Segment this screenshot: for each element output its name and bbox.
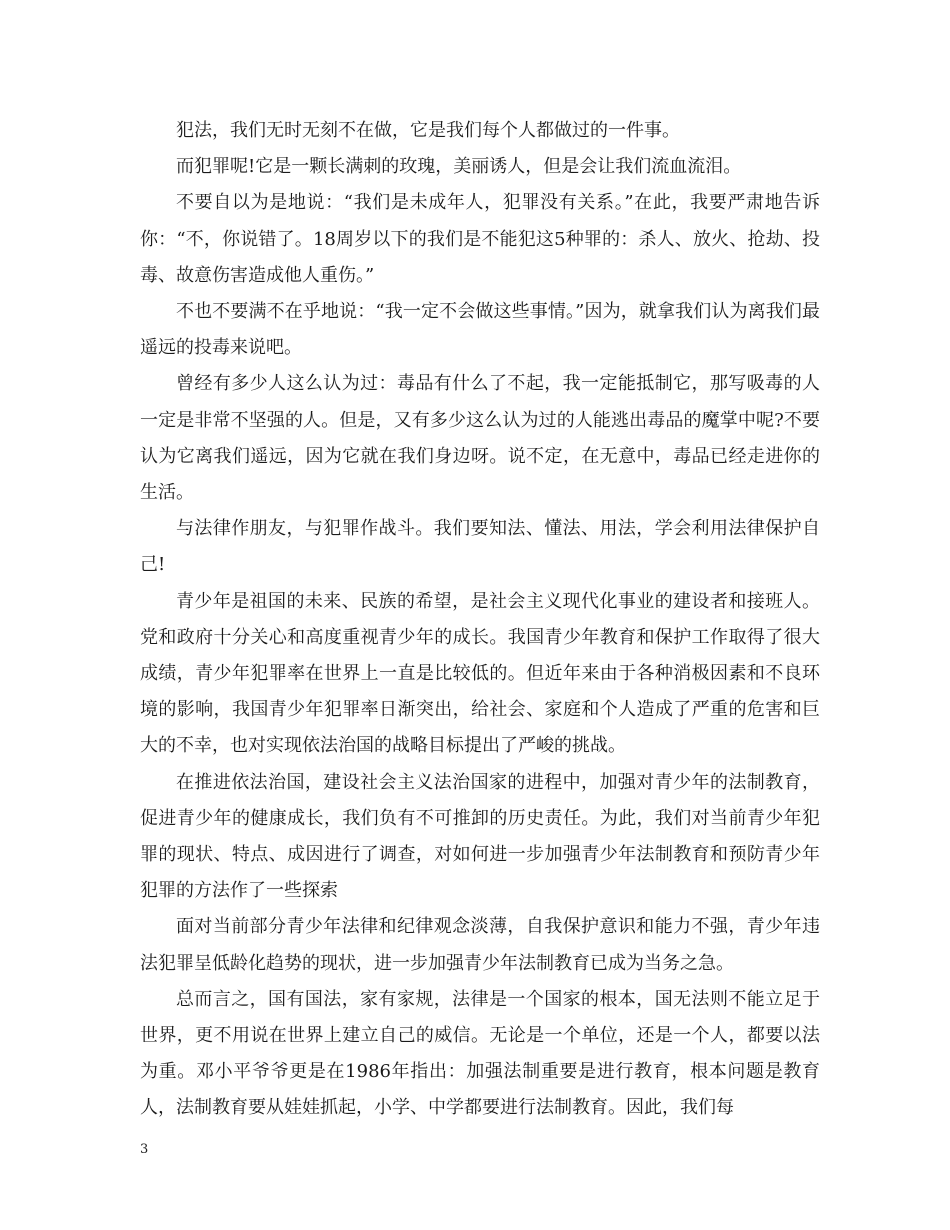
paragraph-3: 不要自以为是地说：“我们是未成年人，犯罪没有关系。”在此，我要严肃地告诉你：“不，你说错了。18周岁以下的我们是不能犯这5种罪的：杀人、放火、抢劫、投毒、故意伤害造成他人重伤。” (140, 192, 820, 286)
paragraph-2: 而犯罪呢!它是一颗长满刺的玫瑰，美丽诱人，但是会让我们流血流泪。 (176, 156, 742, 178)
document-body (140, 113, 820, 1127)
paragraph-5: 曾经有多少人这么认为过：毒品有什么了不起，我一定能抵制它，那写吸毒的人一定是非常不坚强的人。但是，又有多少这么认为过的人能逃出毒品的魔掌中呢?不要认为它离我们遥远，因为它就在我们身边呀。说不定，在无意中，毒品已经走进你的生活。 (140, 373, 820, 504)
paragraph-7: 青少年是祖国的未来、民族的希望，是社会主义现代化事业的建设者和接班人。党和政府十分关心和高度重视青少年的成长。我国青少年教育和保护工作取得了很大成绩，青少年犯罪率在世界上一直是比较低的。但近年来由于各种消极因素和不良环境的影响，我国青少年犯罪率日渐突出，给社会、家庭和个人造成了严重的危害和巨大的不幸，也对实现依法治国的战略目标提出了严峻的挑战。 (140, 590, 820, 757)
paragraph-1: 犯法，我们无时无刻不在做，它是我们每个人都做过的一件事。 (176, 120, 680, 141)
page-number: 3 (140, 1142, 149, 1157)
paragraph-6: 与法律作朋友，与犯罪作战斗。我们要知法、懂法、用法，学会利用法律保护自己! (140, 518, 820, 576)
paragraph-8: 在推进依法治国，建设社会主义法治国家的进程中，加强对青少年的法制教育，促进青少年的健康成长，我们负有不可推卸的历史责任。为此，我们对当前青少年犯罪的现状、特点、成因进行了调查，对如何进一步加强青少年法制教育和预防青少年犯罪的方法作了一些探索 (140, 771, 820, 902)
paragraph-4: 不也不要满不在乎地说：“我一定不会做这些事情。”因为，就拿我们认为离我们最遥远的投毒来说吧。 (140, 301, 820, 359)
paragraph-9: 面对当前部分青少年法律和纪律观念淡薄，自我保护意识和能力不强，青少年违法犯罪呈低龄化趋势的现状，进一步加强青少年法制教育已成为当务之急。 (140, 916, 820, 974)
paragraph-10: 总而言之，国有国法，家有家规，法律是一个国家的根本，国无法则不能立足于世界，更不用说在世界上建立自己的威信。无论是一个单位，还是一个人，都要以法为重。邓小平爷爷更是在1986年指出：加强法制重要是进行教育，根本问题是教育人，法制教育要从娃娃抓起，小学、中学都要进行法制教育。因此，我们每 (140, 988, 820, 1119)
